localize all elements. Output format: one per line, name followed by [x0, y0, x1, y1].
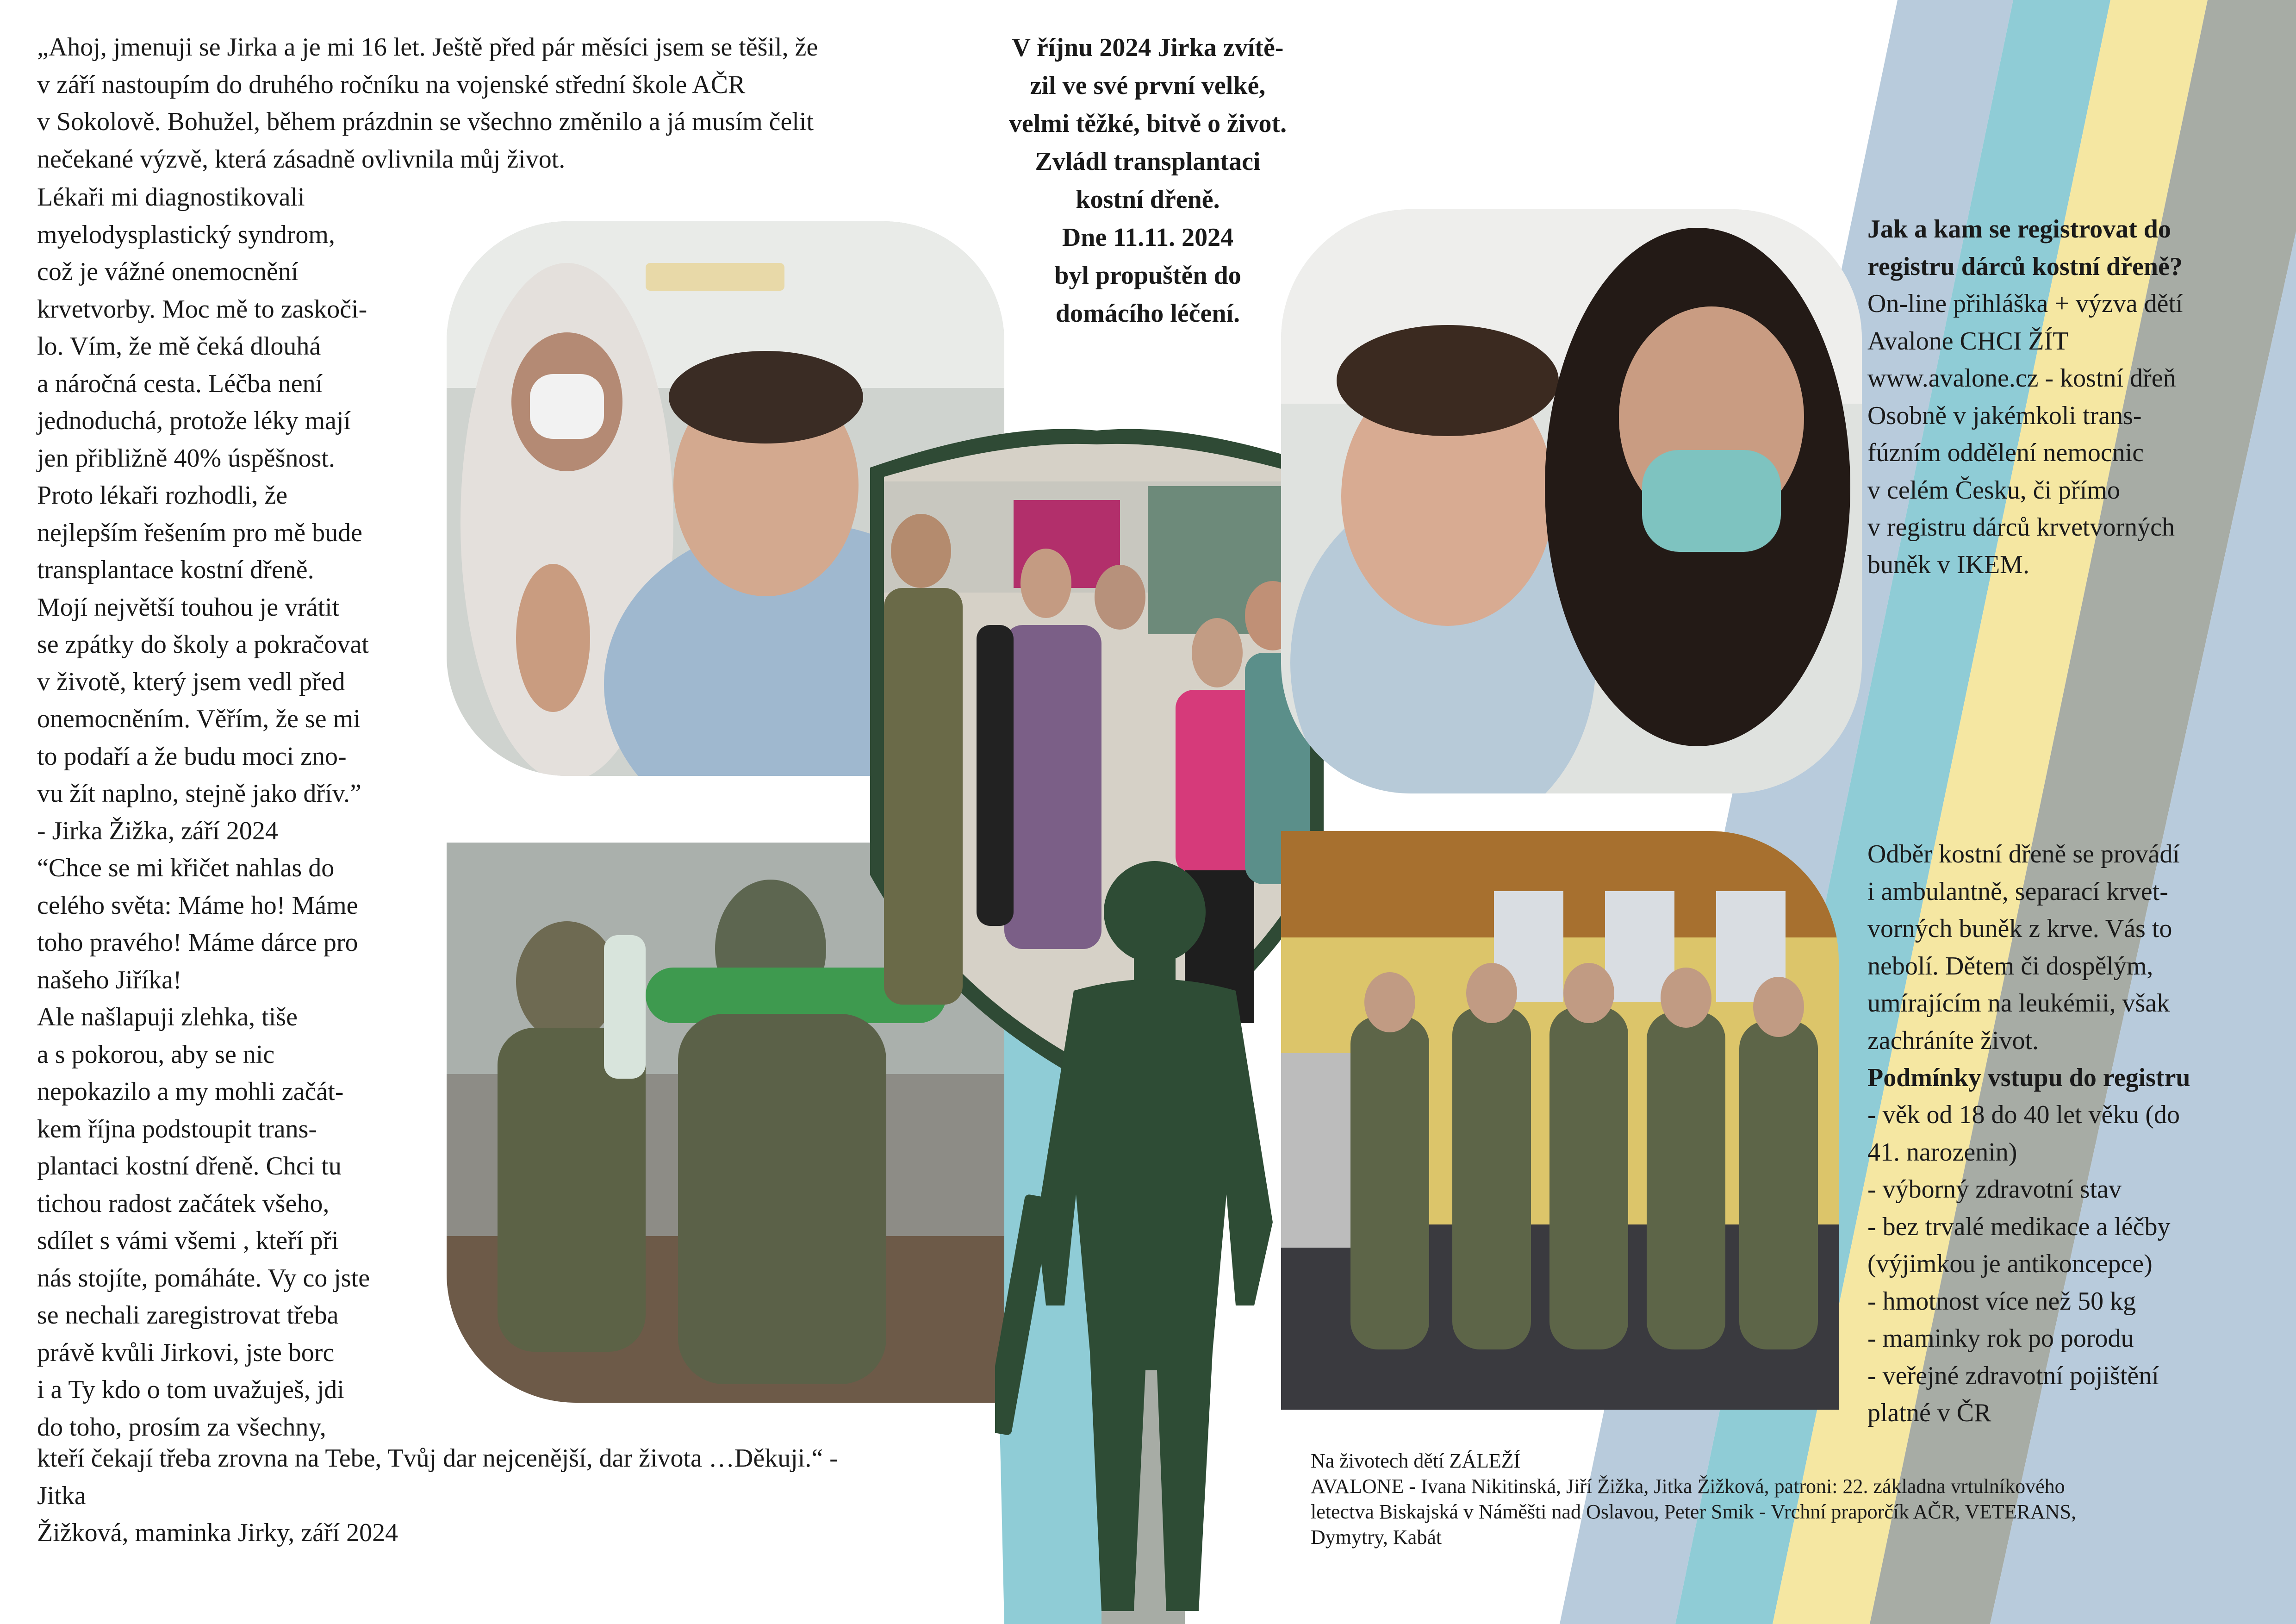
intro-paragraph: „Ahoj, jmenuji se Jirka a je mi 16 let. Ještě před pár měsíci jsem se těšil, že v září nastoupím do druhého ročníku na vojenské střední škole AČR v Sokolově. Bohužel, během prázdnin se všechno změnilo a já musím čelit nečekané výzvě, která zásadně ovlivnila můj život.: [37, 33, 818, 174]
story-part1: Lékaři mi diagnostikovali myelodysplastický syndrom, což je vážné onemocnění krvetvorby. Moc mě to zaskoči- lo. Vím, že mě čeká dlouhá a náročná cesta. Léčba není jednoduchá, protože léky mají jen přibližně 40% úspěšnost. Proto lékaři rozhodli, že nejlepším řešením pro mě bude transplantace kostní dřeně. Mojí největší touhou je vrátit se zpátky do školy a pokračovat v životě, který jsem vedl před onemocněním. Věřím, že se mi to podaří a že budu moci zno- vu žít naplno, stejně jako dřív.” - Jirka Žižka, září 2024: [37, 183, 369, 845]
credits: Na životech dětí ZÁLEŽÍ AVALONE - Ivana Nikitinská, Jiří Žižka, Jitka Žižková, patroni: 22. základna vrtulníkového letectva Biskajská v Náměšti nad Oslavou, Peter Smik - Vrchní praporčík AČR, VETERANS, Dymytry, Kabát: [1311, 1449, 2077, 1549]
donation-text: Odběr kostní dřeně se provádí i ambulantně, separací krvet- vorných buněk z krve. Vás to nebolí. Dětem či dospělým, umírajícím na leukémii, však zachráníte život.: [1867, 840, 2180, 1055]
registration-text: On-line přihláška + výzva dětí Avalone CHCI ŽÍT www.avalone.cz - kostní dřeň Osobně v jakémkoli trans- fúzním oddělení nemocnic v celém Česku, či přímo v registru dárců krvetvorných buněk v IKEM.: [1867, 289, 2183, 579]
photo-cadets-group: [1281, 831, 1839, 1410]
soldier-silhouette: [995, 843, 1310, 1620]
conditions-heading: Podmínky vstupu do registru: [1867, 1063, 2190, 1092]
closing-paragraph: kteří čekají třeba zrovna na Tebe, Tvůj dar nejcenější, dar života …Děkuji.“ - Jitka Žižková, maminka Jirky, září 2024: [37, 1444, 838, 1547]
story-part2: “Chce se mi křičet nahlas do celého světa: Máme ho! Máme toho pravého! Máme dárce pro našeho Jiříka! Ale našlapuji zlehka, tiše a s pokorou, aby se nic nepokazilo a my mohli začát- kem října podstoupit trans- plantaci kostní dřeně. Chci tu tichou radost začátek všeho, sdílet s vámi všemi , kteří při nás stojíte, pomáháte. Vy co jste se nechali zaregistrovat třeba právě kvůli Jirkovi, jste borc i a Ty kdo o tom uvažuješ, jdi do toho, prosím za všechny,: [37, 854, 370, 1442]
center-announcement: V říjnu 2024 Jirka zvítě- zil ve své první velké, velmi těžké, bitvě o život. Zvládl transplantaci kostní dřeně. Dne 11.11. 2024 byl propuštěn do domácího léčení.: [1008, 33, 1287, 328]
conditions-list: - věk od 18 do 40 let věku (do 41. narozenin) - výborný zdravotní stav - bez trvalé medikace a léčby (výjimkou je antikoncepce) - hmotnost více než 50 kg - maminky rok po porodu - veřejné zdravotní pojištění platné v ČR: [1867, 1100, 2180, 1427]
registration-heading: Jak a kam se registrovat do registru dárců kostní dřeně?: [1867, 215, 2183, 281]
photo-mother-son-hospital: [1281, 209, 1862, 793]
